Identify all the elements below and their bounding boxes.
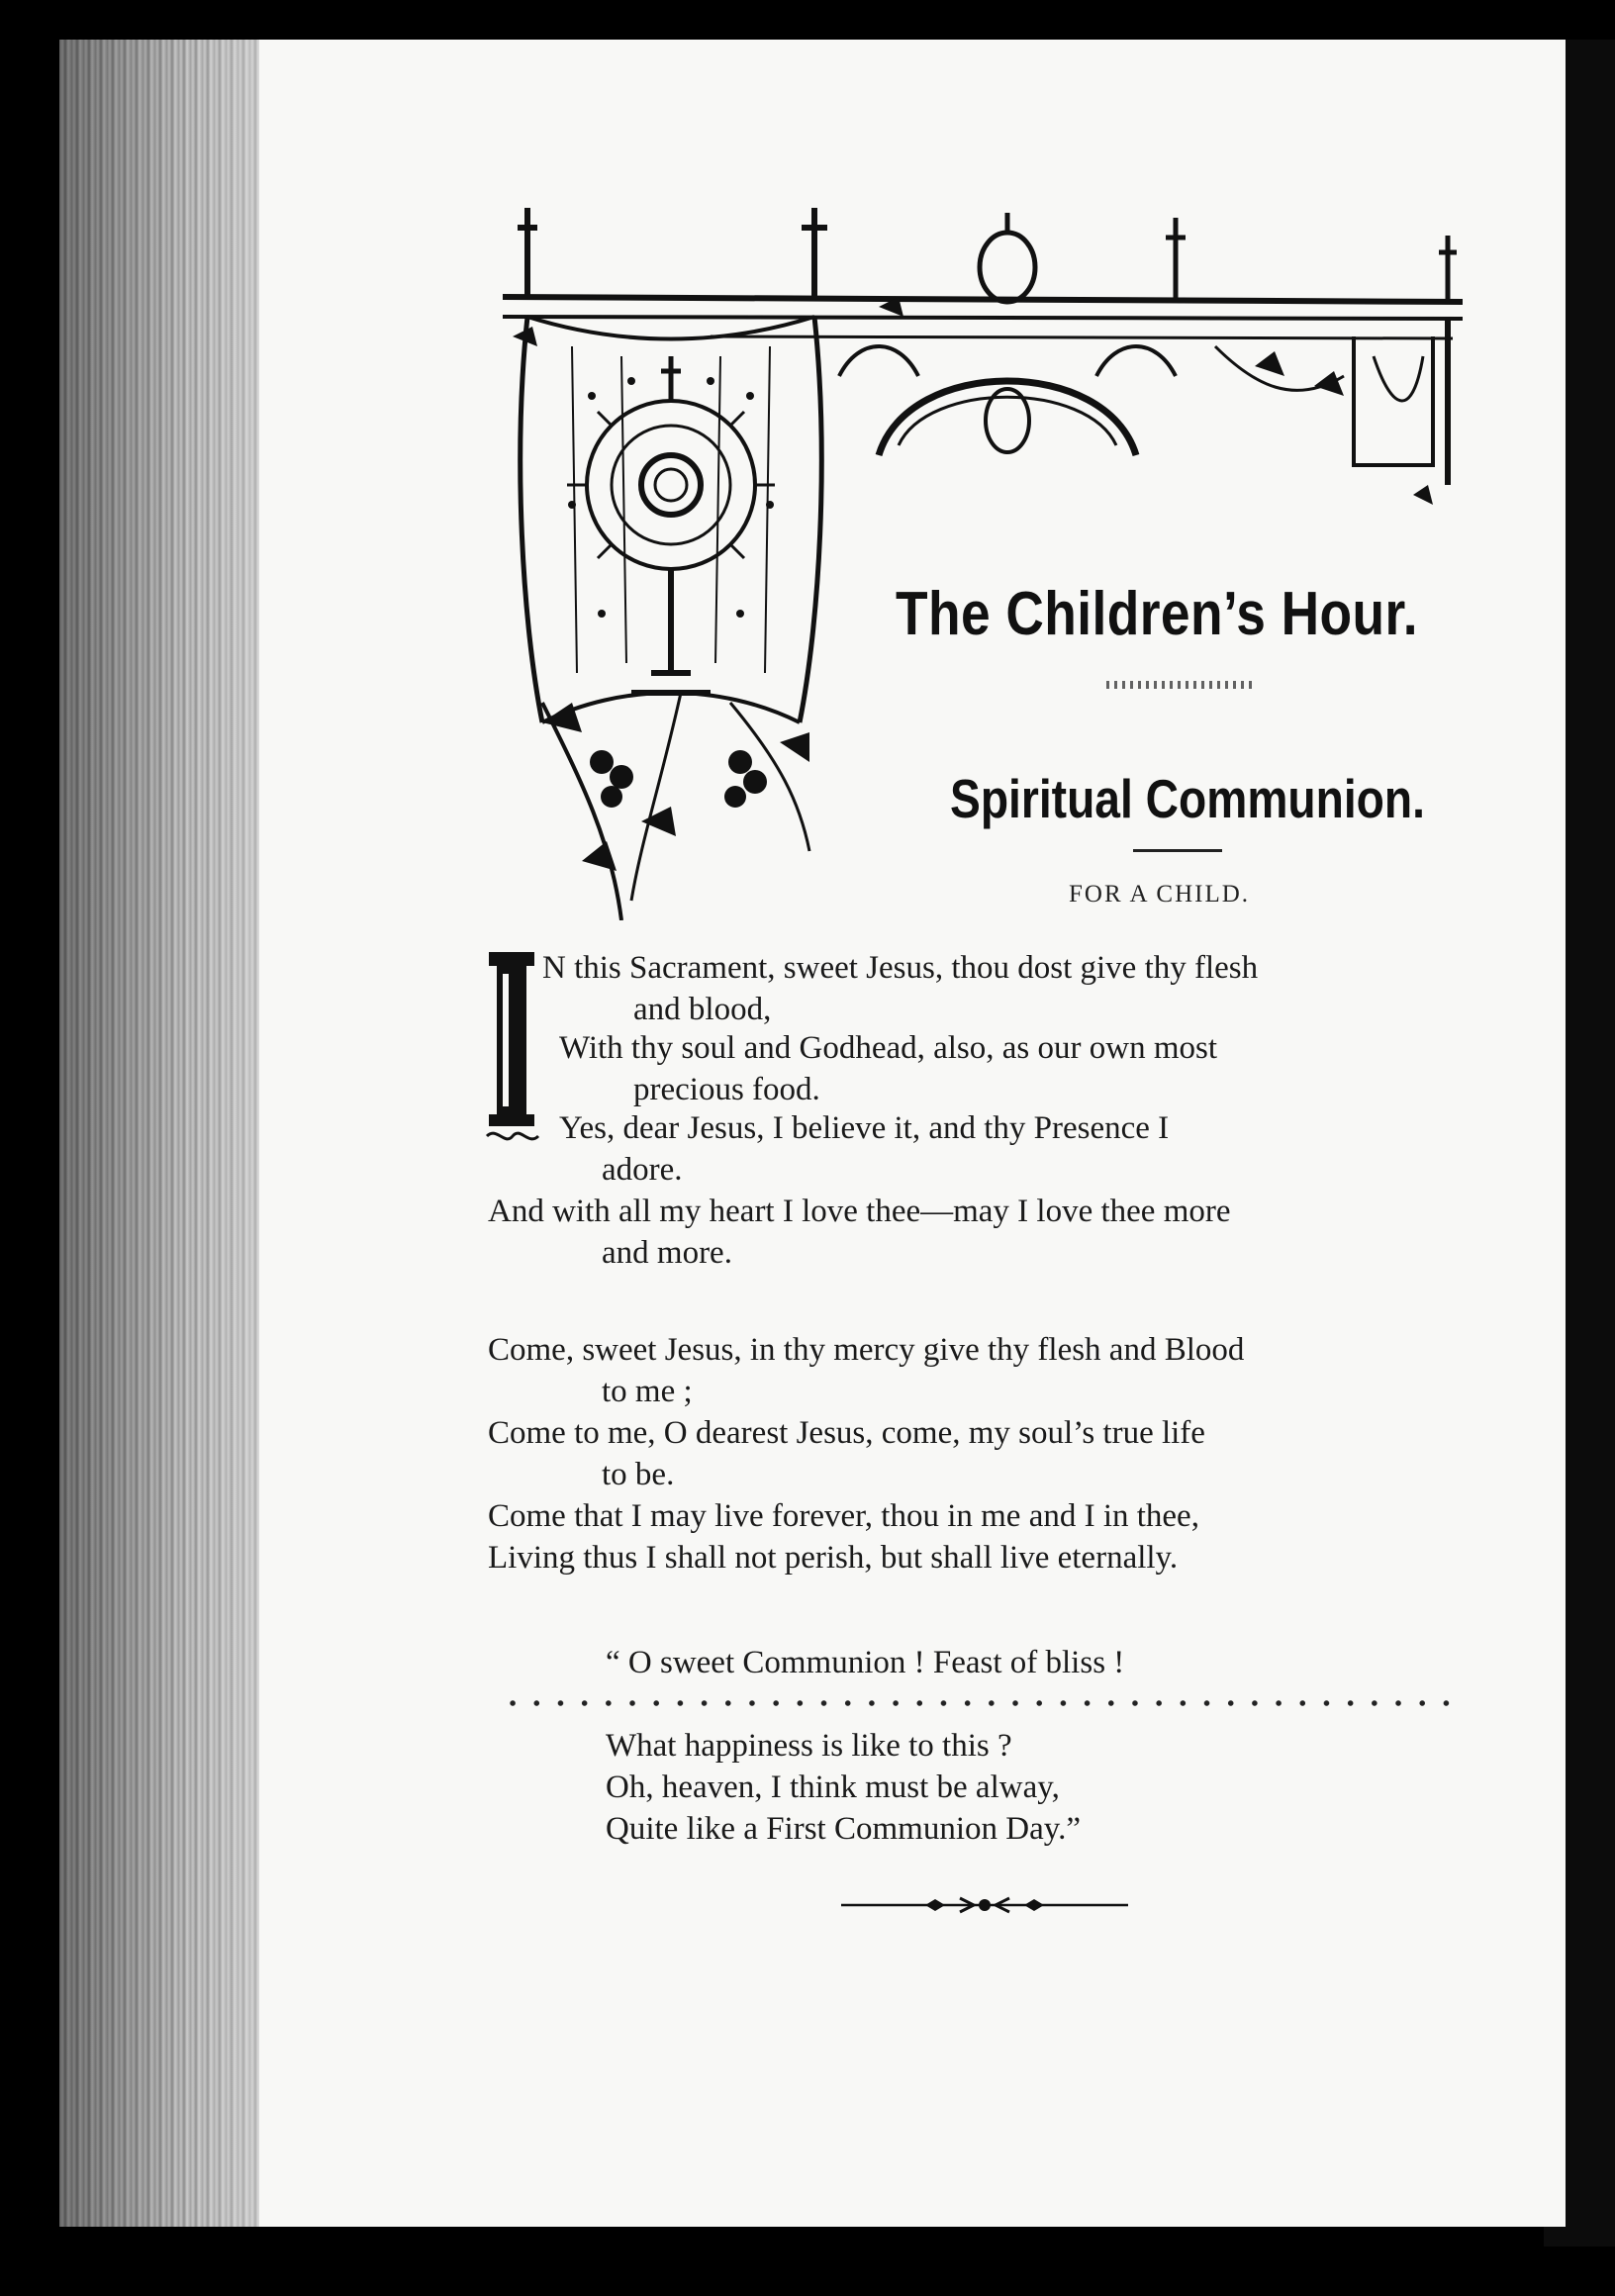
stanza-2-line-4: to be. [602, 1457, 675, 1492]
quote-line-1: “ O sweet Communion ! Feast of bliss ! [606, 1645, 1125, 1680]
poem-title: Spiritual Communion. [950, 768, 1425, 829]
stanza-1-line-8: and more. [602, 1235, 732, 1271]
title-rule [1133, 849, 1222, 852]
stanza-1-line-7: And with all my heart I love thee—may I love thee more [488, 1194, 1231, 1229]
stanza-1-line-4: precious food. [633, 1072, 820, 1107]
ellipsis-dot-row [501, 1700, 1461, 1706]
stanza-1-line-1: N this Sacrament, sweet Jesus, thou dost give thy flesh [542, 950, 1259, 986]
quote-line-4: Quite like a First Communion Day.” [606, 1811, 1081, 1847]
stanza-2-line-3: Come to me, O dearest Jesus, come, my soul’s true life [488, 1415, 1205, 1451]
quote-line-3: Oh, heaven, I think must be alway, [606, 1770, 1060, 1805]
stanza-1-line-3: With thy soul and Godhead, also, as our own most [559, 1030, 1218, 1066]
poem-dedication: FOR A CHILD. [1069, 881, 1251, 908]
stanza-2-line-6: Living thus I shall not perish, but shall live eternally. [488, 1540, 1179, 1576]
ornamental-drop-cap-i [483, 950, 540, 1148]
book-page-edges [59, 40, 272, 2227]
stanza-1-line-5: Yes, dear Jesus, I believe it, and thy Presence I [559, 1110, 1170, 1146]
stanza-2-line-5: Come that I may live forever, thou in me and I in thee, [488, 1498, 1199, 1534]
end-ornament [841, 1890, 1128, 1920]
stanza-1-line-6: adore. [602, 1152, 683, 1188]
quote-line-2: What happiness is like to this ? [606, 1728, 1012, 1764]
page-title: The Children’s Hour. [896, 580, 1419, 648]
stanza-2-line-2: to me ; [602, 1374, 693, 1409]
title-dotted-rule [1106, 681, 1255, 689]
stanza-2-line-1: Come, sweet Jesus, in thy mercy give thy flesh and Blood [488, 1332, 1245, 1368]
stanza-1-line-2: and blood, [633, 992, 772, 1027]
